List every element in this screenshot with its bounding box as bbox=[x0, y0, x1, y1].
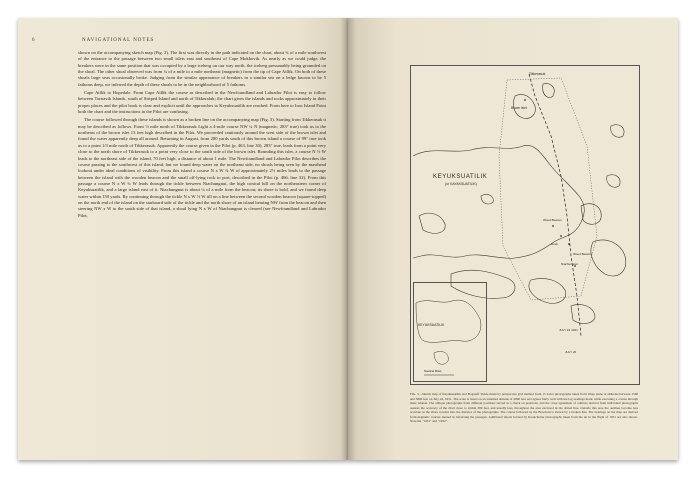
rock-mark bbox=[568, 243, 570, 245]
body-text bbox=[78, 50, 326, 221]
rock-mark bbox=[560, 235, 562, 237]
running-head: NAVIGATIONAL NOTES bbox=[82, 38, 155, 43]
label-beacon-1: Wood Beacon bbox=[543, 218, 562, 222]
sketch-map bbox=[410, 65, 640, 385]
label-brown-islet: Brown Islet bbox=[511, 106, 527, 110]
label-region-sub: (or KAYAKSUATILIK) bbox=[445, 182, 477, 186]
island-small-c bbox=[611, 125, 624, 138]
label-beacon-2: Wood Beacon bbox=[573, 252, 592, 256]
island-small-a bbox=[481, 194, 493, 204]
label-date: JULY 19 1931 bbox=[559, 328, 578, 332]
paragraph-1: shown on the accompanying sketch map (Fig. 3). The first was directly in the path indicated on the chart, about ¾ of a mile southwest of the entrance to the passage between two small islets east and southeast of Cape Mokkovik. As nearly as we could judge, the breakers were in the same position that was occupied by a large iceberg on our way north, the iceberg presumably being grounded on the shoal. The other shoal observed was from ¼ of a mile to a mile northeast (magnetic) from the tip of Cape Aillik. On both of these shoals large seas occasionally broke. Judging from the similar appearance of breakers in a similar sea on a ledge known to be 5 fathoms deep, we inferred the depth of these shoals to be in the neighborhood of 5 fathoms. bbox=[78, 50, 326, 87]
inset-coastline bbox=[416, 300, 481, 342]
book-gutter bbox=[340, 18, 356, 460]
island-west-1 bbox=[419, 213, 445, 233]
inset-map bbox=[413, 282, 487, 382]
survey-boundary bbox=[499, 78, 597, 300]
left-page bbox=[18, 18, 348, 460]
figure-caption: FIG. 3—Sketch map of Keyuksuatilik and Flagstaff Tickle made by perspective grid method from 15 Leica photographs taken from Wasp plane at altitudes between 1500 and 3000 feet on July 24, 1931. The scale is based on an assumed altitude of 2800 feet and agrees fairly well with the log readings made while executing a course through these islands. The oblique photographs from different positions served as a check on positions, and the close agreement of outlines derived from individual photographs assures the accuracy of the chart close to within 300 feet, and usually less, throughout the area enclosed in the dotted line. Outside this area the outlines become less accurate as the shore recedes into the distance of the photographs. The course followed by the Bowdoin is shown by a broken line. The bearings on the map are derived from magnetic courses steered in traversing the passages. Additional shoals located by Koekcherter photographs taken from the air in the flight of 1931 are also shown. Note the "1931" and "1932". bbox=[410, 392, 638, 423]
inset-drawing bbox=[414, 283, 486, 381]
label-date-2: JULY 20 bbox=[565, 350, 577, 354]
island-east-2 bbox=[591, 240, 626, 276]
course-line bbox=[529, 74, 581, 336]
rock-mark bbox=[552, 225, 554, 227]
island-small-b bbox=[607, 175, 620, 188]
rock-mark bbox=[524, 99, 526, 101]
label-region: KEYUKSUATILIK bbox=[433, 174, 488, 180]
paragraph-2: Cape Aillik to Hopedale. From Cape Aillik the course as described in the Newfoundland and Labrador Pilot is easy to follow between Turnavik Islands, south of Striped Island and north of Tikkeraluk; the chart gives the islands and rocks approximately in their proper places and the pilot book is clear and explicit until the approaches to Keyuksuatilik are reached. From here to Iron Island Point both the chart and the instructions in the Pilot are confusing. bbox=[78, 90, 326, 115]
island-north-2 bbox=[543, 84, 555, 98]
page-number: 6 bbox=[32, 38, 35, 43]
inset-island bbox=[434, 351, 448, 364]
right-page bbox=[348, 18, 678, 460]
label-scale: Nautical Miles bbox=[424, 369, 442, 373]
label-niachungnut: Niachungnut bbox=[561, 262, 578, 266]
island-south-3 bbox=[571, 304, 595, 323]
open-book bbox=[18, 18, 678, 460]
paragraph-3: The course followed through these islands is shown as a broken line on the accompanying map (Fig. 3). Starting from Tikkerasuk it may be described as follows. From ½ mile north of Tikkerasuk Light a 4-mile course NW ¼ N (magnetic; 283° true) took us to the northeast of the brown islet 13 feet high described in the Pilot. We proceeded cautiously around the west side of the brown islet and found the water apparently deep all around. Returning in August, from 200 yards south of this brown island a course of 99° true took us to a point 1/3 mile north of Tikkerasuk. Apparently the course given in the Pilot (p. 463, line 30), 283° true, leads from a point very close to the north shore of Tikkerasuk to a point very close to the south side of the brown islet. Rounding this islet, a course N ½ W leads to the northeast side of the island, 70 feet high, a distance of about 1 mile. The Newfoundland and Labrador Pilot describes the course passing to the southwest of this island, but we found deep water on the northeast side, no shoals being seen by the masthead lookout under ideal conditions of visibility. From this island a course N x W ¾ W of approximately 2½ miles leads to the passage between the island with the wooden beacon and the small off-lying rock to port, described in the Pilot (p. 466, line 32). From this passage a course N x W ¾ W leads through the tickle between Niachungnut, the high conical hill on the northeastern corner of Keyuksuatilik, and a large island east of it. Niachungnut is about ¼ of a mile from the beacon; its shore is bold, and we found deep water within 150 yards. By continuing through the tickle N x W ½ W till on a line between the second wooden beacon (square-topped) on the north end of the island on the starboard side of the tickle and the north shore of an island bearing NW from the beacon and then steering NW x W to the south side of that island, a shoal lying N x W of Niachungnut is cleared (see Newfoundland and Labrador Pilot, bbox=[78, 117, 326, 218]
label-inset-region: KEYUKSUATILIK bbox=[418, 323, 445, 327]
coastline-main bbox=[413, 145, 584, 258]
label-tikkerasuk: Tikkerasuk bbox=[529, 72, 546, 76]
label-rock: Rock bbox=[551, 242, 558, 246]
